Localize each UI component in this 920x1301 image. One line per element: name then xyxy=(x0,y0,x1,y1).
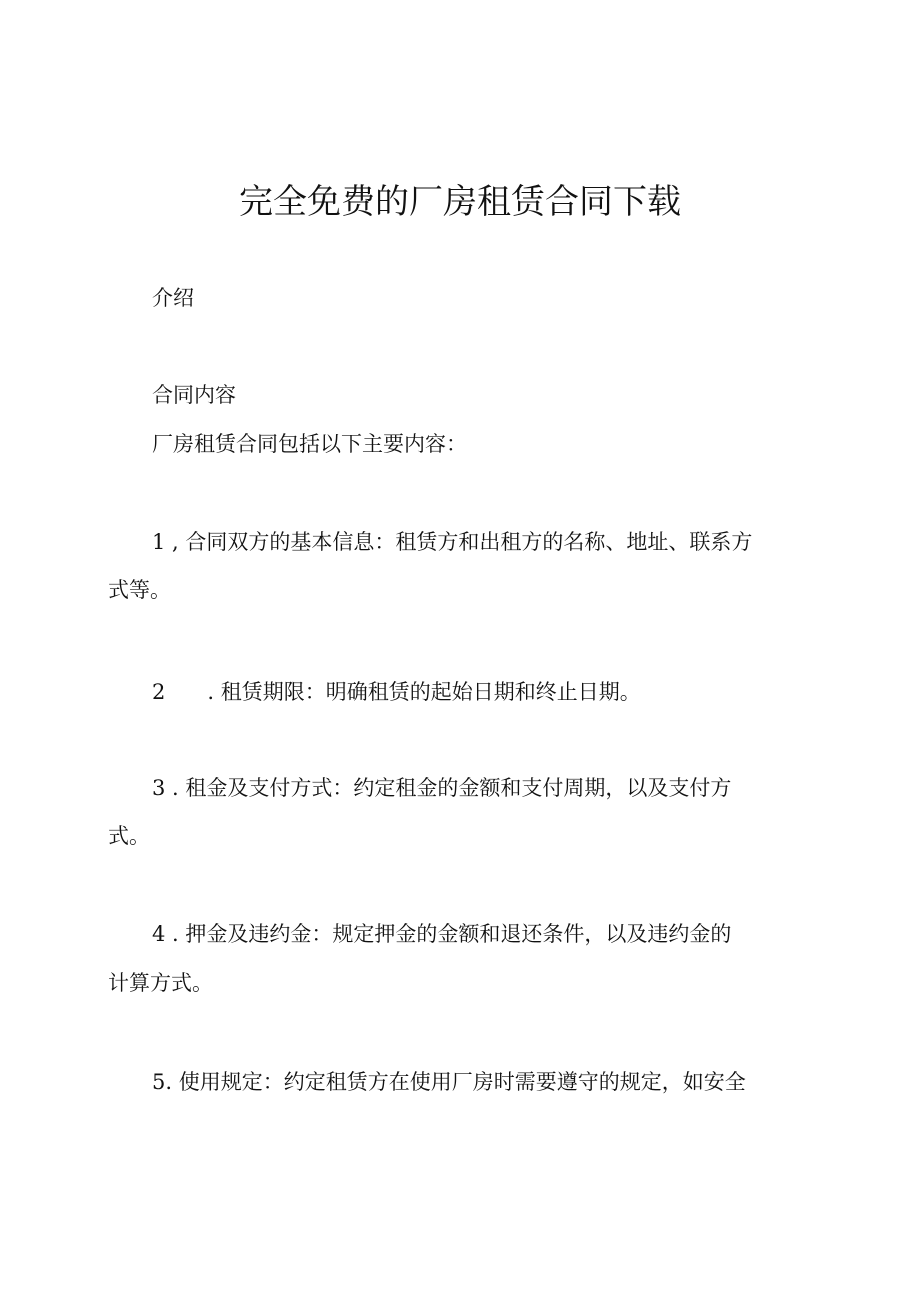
list-item-5-line-1: 5. 使用规定：约定租赁方在使用厂房时需要遵守的规定，如安全 xyxy=(152,1070,746,1094)
list-item-4-line-1: 4 . 押金及违约金：规定押金的金额和退还条件，以及违约金的 xyxy=(152,922,732,946)
list-item-4-line-2: 计算方式。 xyxy=(108,971,213,995)
list-item-3-line-1: 3 . 租金及支付方式：约定租金的金额和支付周期，以及支付方 xyxy=(152,776,732,800)
list-item-1-line-1: 1 , 合同双方的基本信息：租赁方和出租方的名称、地址、联系方 xyxy=(152,530,753,554)
document-title: 完全免费的厂房租赁合同下载 xyxy=(239,182,681,222)
content-lead: 厂房租赁合同包括以下主要内容： xyxy=(152,432,467,456)
content-heading: 合同内容 xyxy=(152,383,236,407)
list-item-3-line-2: 式。 xyxy=(108,824,150,848)
list-item-2-line-1: 2 . 租赁期限：明确租赁的起始日期和终止日期。 xyxy=(152,680,641,704)
intro-heading: 介绍 xyxy=(152,286,194,310)
list-item-1-line-2: 式等。 xyxy=(108,578,171,602)
